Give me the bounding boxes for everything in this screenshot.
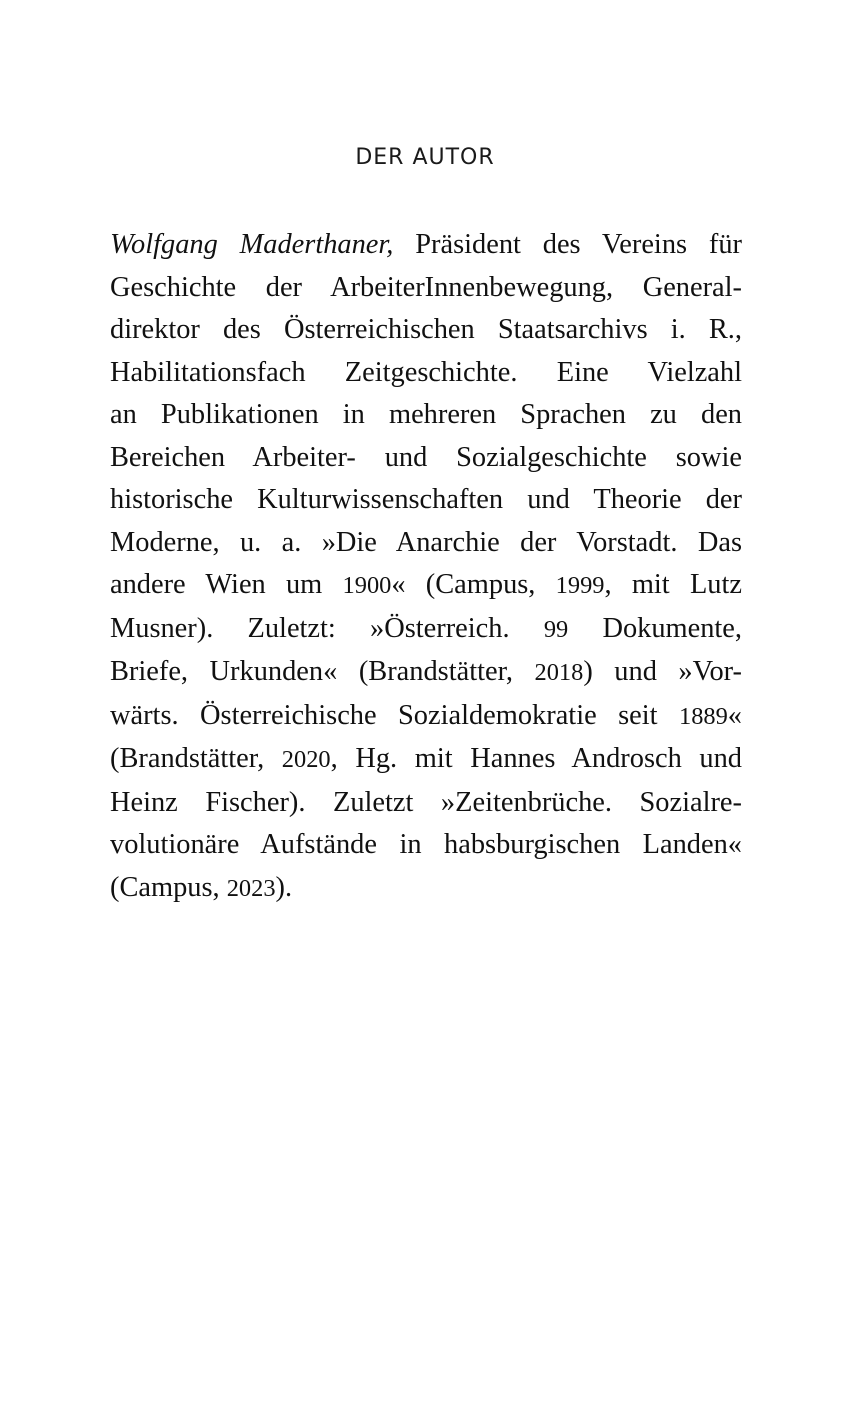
section-heading: DER AUTOR: [355, 145, 495, 170]
bio-line-16: (Campus, 2023).: [110, 871, 293, 903]
bio-line-text: Präsident des Vereins für: [393, 229, 742, 260]
year-number: 1900: [342, 572, 392, 599]
bio-line-13: (Brandstätter, 2020, Hg. mit Hannes Androsch und: [110, 743, 743, 774]
year-number: 1999: [555, 572, 605, 599]
bio-line-8: Moderne, u. a. »Die Anarchie der Vorstadt. Das: [110, 526, 742, 558]
bio-line-6: Bereichen Arbeiter- und Sozialgeschichte sowie: [110, 441, 742, 473]
bio-line-2: Geschichte der ArbeiterInnenbewegung, General-: [110, 271, 742, 303]
author-bio: [110, 224, 742, 910]
year-number: 99: [543, 615, 569, 643]
bio-line-10: Musner). Zuletzt: »Österreich. 99 Dokumente,: [110, 612, 743, 644]
bio-line-11: Briefe, Urkunden« (Brandstätter, 2018) und »Vor-: [110, 656, 742, 687]
bio-line-3: direktor des Österreichischen Staatsarchivs i. R.,: [110, 314, 742, 345]
bio-line-12: wärts. Österreichische Sozialdemokratie seit 1889«: [110, 699, 742, 731]
bio-line-5: an Publikationen in mehreren Sprachen zu den: [110, 399, 742, 430]
bio-line-9: andere Wien um 1900« (Campus, 1999, mit Lutz: [110, 569, 742, 600]
year-number: 2023: [226, 874, 276, 902]
bio-line-4: Habilitationsfach Zeitgeschichte. Eine Vielzahl: [110, 356, 742, 388]
year-number: 2018: [534, 659, 584, 686]
bio-line-15: volutionäre Aufstände in habsburgischen Landen«: [110, 829, 742, 860]
year-number: 1889: [678, 702, 728, 730]
year-number: 2020: [281, 746, 331, 773]
bio-line-1: [110, 224, 742, 267]
bio-line-7: historische Kulturwissenschaften und Theorie der: [110, 484, 742, 515]
bio-line-14: Heinz Fischer). Zuletzt »Zeitenbrüche. Sozialre-: [110, 786, 742, 818]
author-name: Wolfgang Maderthaner,: [110, 229, 394, 260]
